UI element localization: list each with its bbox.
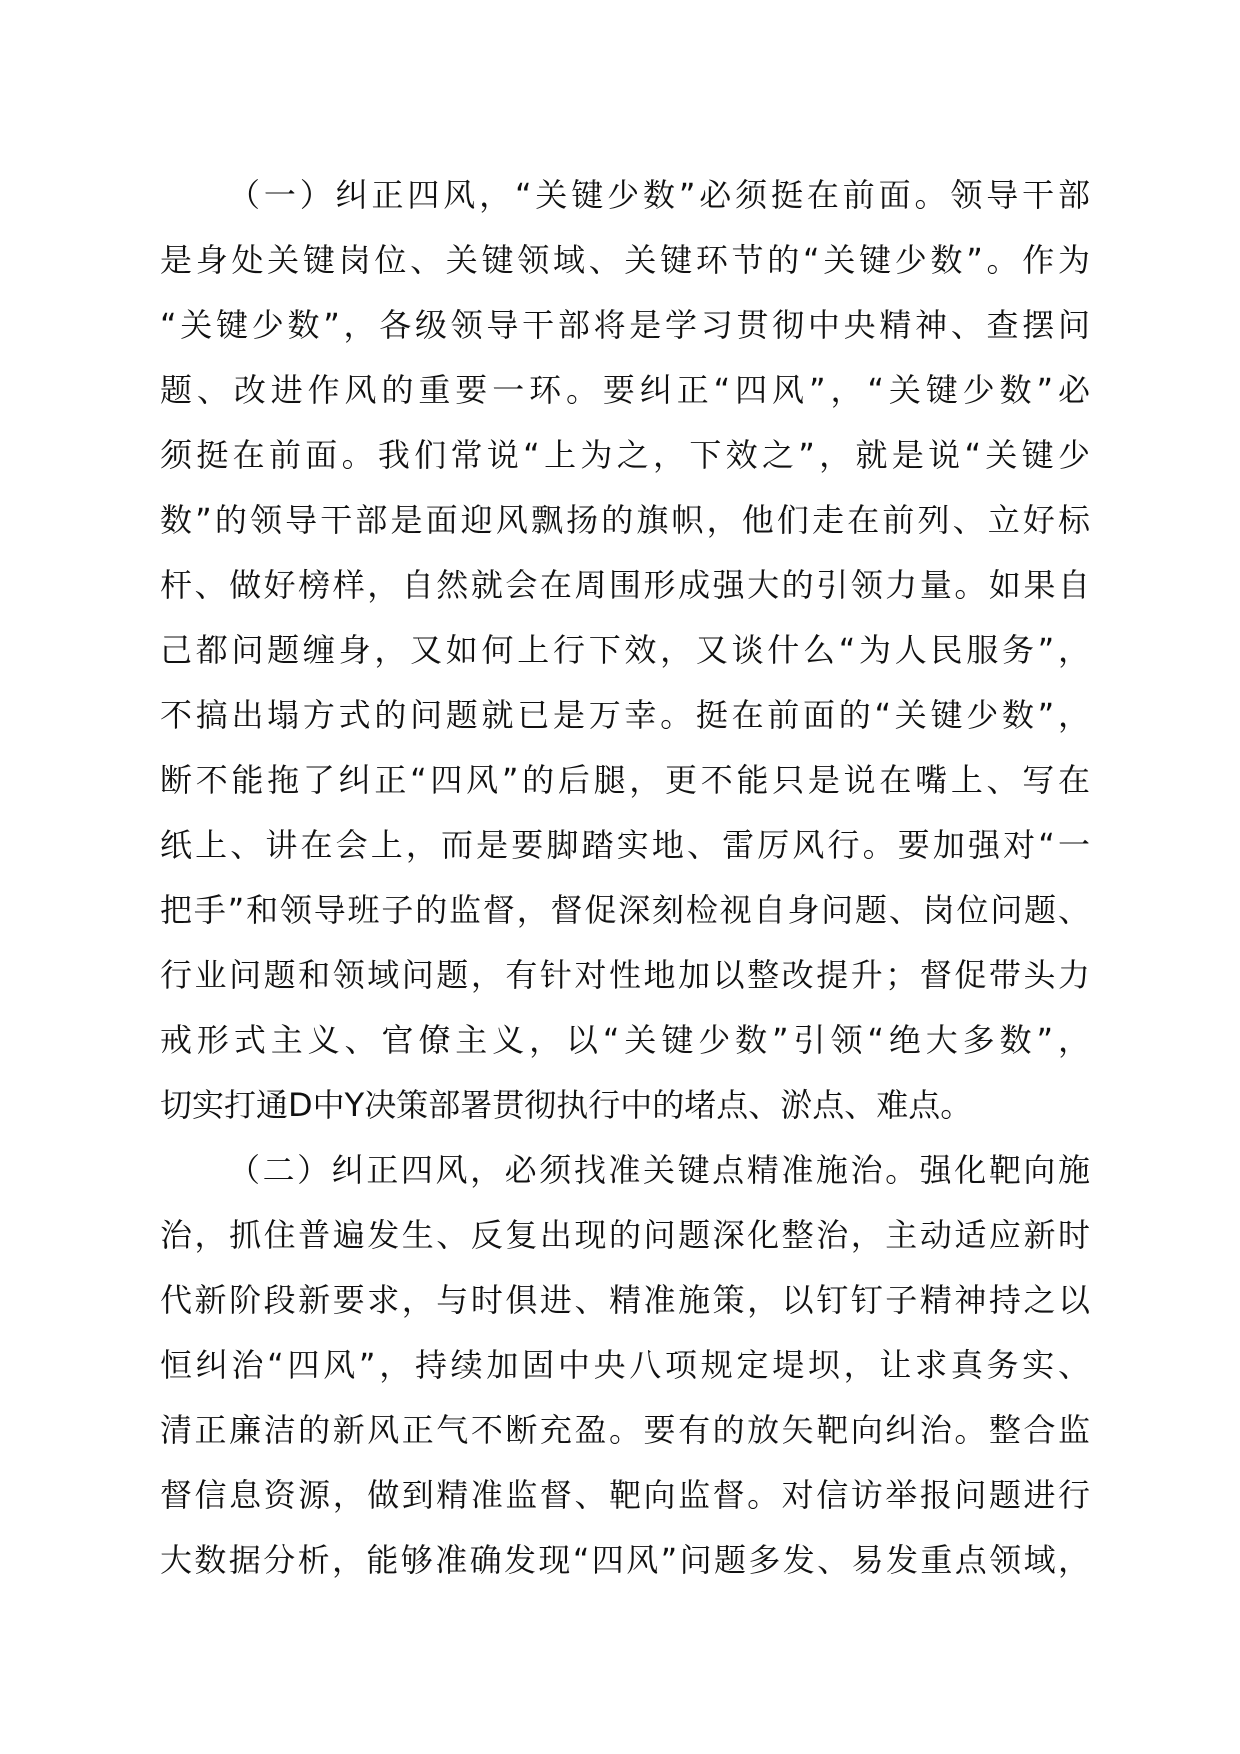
paragraph-2-line-7: 大数据分析，能够准确发现“四风”问题多发、易发重点领域， bbox=[160, 1541, 1090, 1579]
paragraph-1-line-4: 题、改进作风的重要一环。要纠正“四风”，“关键少数”必 bbox=[160, 371, 1090, 409]
paragraph-2-line-2: 治，抓住普遍发生、反复出现的问题深化整治，主动适应新时 bbox=[160, 1216, 1090, 1254]
paragraph-2-line-1: （二）纠正四风，必须找准关键点精准施治。强化靶向施 bbox=[228, 1151, 1090, 1189]
paragraph-1-line-2: 是身处关键岗位、关键领域、关键环节的“关键少数”。作为 bbox=[160, 241, 1090, 279]
document-body bbox=[160, 163, 1090, 1593]
paragraph-1-line-6: 数”的领导干部是面迎风飘扬的旗帜，他们走在前列、立好标 bbox=[160, 501, 1090, 539]
paragraph-1-line-3: “关键少数”，各级领导干部将是学习贯彻中央精神、查摆问 bbox=[160, 306, 1090, 344]
paragraph-2-line-3: 代新阶段新要求，与时俱进、精准施策，以钉钉子精神持之以 bbox=[160, 1281, 1090, 1319]
paragraph-1-line-11: 纸上、讲在会上，而是要脚踏实地、雷厉风行。要加强对“一 bbox=[160, 826, 1090, 864]
paragraph-1-line-1: （一）纠正四风，“关键少数”必须挺在前面。领导干部 bbox=[228, 176, 1090, 214]
paragraph-1-line-5: 须挺在前面。我们常说“上为之，下效之”，就是说“关键少 bbox=[160, 436, 1090, 474]
paragraph-1-line-9: 不搞出塌方式的问题就已是万幸。挺在前面的“关键少数”， bbox=[160, 696, 1090, 734]
paragraph-2-line-6: 督信息资源，做到精准监督、靶向监督。对信访举报问题进行 bbox=[160, 1476, 1090, 1514]
paragraph-1-line-13: 行业问题和领域问题，有针对性地加以整改提升；督促带头力 bbox=[160, 956, 1090, 994]
paragraph-2-line-5: 清正廉洁的新风正气不断充盈。要有的放矢靶向纠治。整合监 bbox=[160, 1411, 1090, 1449]
paragraph-1-line-7: 杆、做好榜样，自然就会在周围形成强大的引领力量。如果自 bbox=[160, 566, 1090, 604]
paragraph-2 bbox=[160, 1138, 1090, 1593]
paragraph-1-line-8: 己都问题缠身，又如何上行下效，又谈什么“为人民服务”， bbox=[160, 631, 1090, 669]
paragraph-1-line-12: 把手”和领导班子的监督，督促深刻检视自身问题、岗位问题、 bbox=[160, 891, 1090, 929]
paragraph-2-line-4: 恒纠治“四风”，持续加固中央八项规定堤坝，让求真务实、 bbox=[160, 1346, 1090, 1384]
paragraph-1 bbox=[160, 163, 1090, 1138]
paragraph-1-line-14: 戒形式主义、官僚主义，以“关键少数”引领“绝大多数”， bbox=[160, 1021, 1090, 1059]
paragraph-1-line-15: 切实打通D中Y决策部署贯彻执行中的堵点、淤点、难点。 bbox=[160, 1086, 973, 1124]
paragraph-1-line-10: 断不能拖了纠正“四风”的后腿，更不能只是说在嘴上、写在 bbox=[160, 761, 1090, 799]
